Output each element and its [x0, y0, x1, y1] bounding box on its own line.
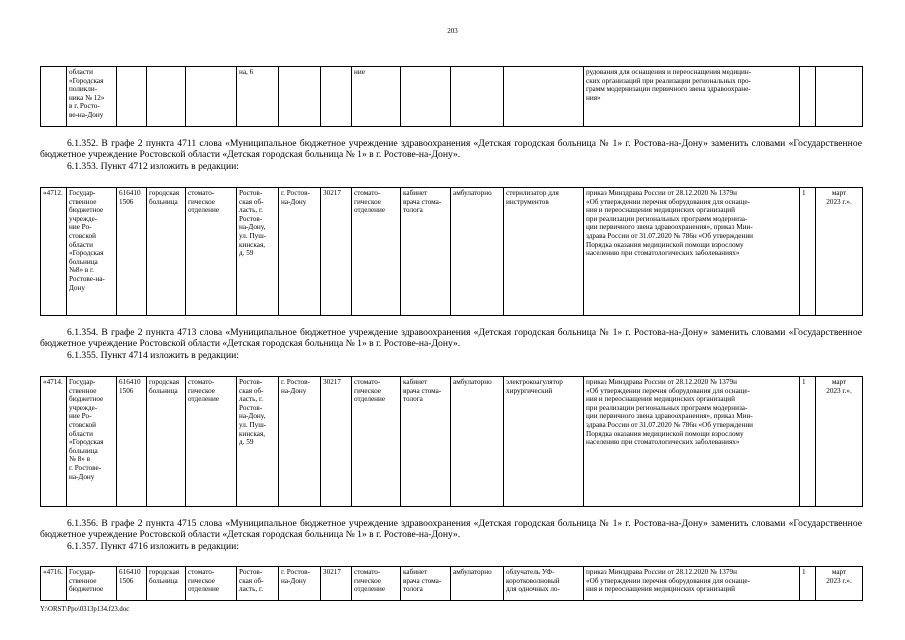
table-cell: кабинет врача стома- толога: [401, 377, 451, 507]
table-cell: стомато- гическое отделение: [352, 377, 401, 507]
table-cell: [117, 67, 147, 127]
table-cell: городская больница: [147, 567, 186, 601]
table-cell: Государ- ственное бюджетное: [67, 567, 117, 601]
table-4714: [40, 376, 863, 507]
table-cell: 616410 1506: [117, 567, 147, 601]
paragraph-6-1-355: 6.1.355. Пункт 4714 изложить в редакции:: [67, 349, 239, 361]
table-cell: [504, 67, 584, 127]
table-cell: 1: [800, 377, 816, 507]
table-cell: приказ Минздрава России от 28.12.2020 № 1379н «Об утверждении перечня оборудования для оснаще- ния и переоснащения медицинских организаций: [584, 567, 800, 601]
table-cell: [321, 67, 352, 127]
table-cell: март 2023 г.».: [816, 377, 863, 507]
paragraph-block-1: [40, 138, 862, 172]
table-cell: [147, 67, 186, 127]
table-cell: приказ Минздрава России от 28.12.2020 № 1379н «Об утверждении перечня оборудования для оснаще- ния и переоснащения медицинских организаций при реализации региональных программ модерниза- ции первичного звена здравоохранения», приказ Мин- здрава России от 31.07.2020 № 786н «Об утверждении Порядка оказания медицинской помощи взрослому населению при стоматологических заболеваниях»: [584, 377, 800, 507]
table-cell: городская больница: [147, 188, 186, 316]
table-row: [41, 188, 863, 316]
table-cell: ние: [352, 67, 401, 127]
table-cell: [279, 67, 321, 127]
table-cell: амбулаторно: [451, 377, 504, 507]
table-cell: «4712.: [41, 188, 67, 316]
table-cell: амбулаторно: [451, 567, 504, 601]
table-row: [41, 67, 863, 127]
table-cell: [401, 67, 451, 127]
paragraph-6-1-352: 6.1.352. В графе 2 пункта 4711 слова «Муниципальное бюджетное учреждение здравоохранения «Детская городская больница № 1» г. Ростова-на-Дону» заменить словами «Государственное бюджетное учреждение Ростовской области «Детская городская больница № 1» в г. Ростове-на-Дону».: [40, 138, 862, 161]
table-cell: 1: [800, 188, 816, 316]
paragraph-6-1-356: 6.1.356. В графе 2 пункта 4715 слова «Муниципальное бюджетное учреждение здравоохранения «Детская городская больница № 1» г. Ростова-на-Дону» заменить словами «Государственное бюджетное учреждение Ростовской области «Детская городская больница № 1» в г. Ростове-на-Дону».: [40, 518, 862, 541]
table-row: [41, 567, 863, 601]
table-4716: [40, 566, 863, 601]
table-cell: рудования для оснащения и переоснащения медицин- ских организаций при реализации региональных про- грамм модернизации первичного звена здравоохране- ния»: [584, 67, 800, 127]
paragraph-6-1-357: 6.1.357. Пункт 4716 изложить в редакции:: [67, 540, 239, 552]
table-cell: г. Ростов- на-Дону: [279, 377, 321, 507]
table-cell: кабинет врача стома- толога: [401, 567, 451, 601]
table-cell: стомато- гическое отделение: [186, 188, 237, 316]
table-cell: 616410 1506: [117, 188, 147, 316]
table-row: [41, 377, 863, 507]
table-cell: март 2023 г.».: [816, 567, 863, 601]
table-cell: «4716.: [41, 567, 67, 601]
table-cell c: март 2023 г.».: [816, 188, 863, 316]
paragraph-6-1-353: 6.1.353. Пункт 4712 изложить в редакции:: [67, 160, 239, 172]
paragraph-6-1-354: 6.1.354. В графе 2 пункта 4713 слова «Муниципальное бюджетное учреждение здравоохранения «Детская городская больница № 1» г. Ростова-на-Дону» заменить словами «Государственное бюджетное учреждение Ростовской области «Детская городская больница № 1» в г. Ростове-на-Дону».: [40, 327, 862, 350]
table-cell: 30217: [321, 188, 352, 316]
page-number: 203: [447, 27, 458, 35]
table-cell: г. Ростов- на-Дону: [279, 188, 321, 316]
table-cell: амбулаторно: [451, 188, 504, 316]
table-cell: стерилизатор для инструментов: [504, 188, 584, 316]
table-cell: [451, 67, 504, 127]
table-cell: Государ- ственное бюджетное учрежде- ние Ро- стовской области «Городская больница №8» в г. Ростове-на- Дону: [67, 188, 117, 316]
table-cell: стомато- гическое отделение: [352, 188, 401, 316]
table-cell: Ростов- ская об- ласть, г. Ростов- на-Дону, ул. Пуш- кинская, д. 59: [237, 377, 279, 507]
table-cell: городская больница: [147, 377, 186, 507]
table-cell: стомато- гическое отделение: [186, 567, 237, 601]
table-cell: стомато- гическое отделение: [352, 567, 401, 601]
table-cell: приказ Минздрава России от 28.12.2020 № 1379н «Об утверждении перечня оборудования для оснаще- ния и переоснащения медицинских организаций при реализации региональных программ модерниза- ции первичного звена здравоохранения», приказ Мин- здрава России от 31.07.2020 № 786н «Об утверждении Порядка оказания медицинской помощи взрослому населению при стоматологических заболеваниях»: [584, 188, 800, 316]
paragraph-block-2: [40, 327, 862, 361]
table-cell: 616410 1506: [117, 377, 147, 507]
table-cell: [186, 67, 237, 127]
paragraph-block-3: [40, 518, 862, 552]
table-cell: на, 6: [237, 67, 279, 127]
table-cell: [41, 67, 67, 127]
table-top: [40, 66, 863, 127]
table-cell: Ростов- ская об- ласть, г. Ростов- на-Дону, ул. Пуш- кинская, д. 59: [237, 188, 279, 316]
table-4712: [40, 187, 863, 316]
table-cell: электрокоагулятор хирургический: [504, 377, 584, 507]
table-cell: 1: [800, 567, 816, 601]
table-cell: г. Ростов- на-Дону: [279, 567, 321, 601]
file-path-footer: Y:\ORST\Ppo\0313p134.f23.doc: [40, 606, 130, 613]
table-cell: кабинет врача стома- толога: [401, 188, 451, 316]
table-cell: «4714.: [41, 377, 67, 507]
table-cell: области «Городская поликли- ника № 12» в г. Росто- ве-на-Дону: [67, 67, 117, 127]
table-cell: стомато- гическое отделение: [186, 377, 237, 507]
table-cell: Ростов- ская об- ласть, г.: [237, 567, 279, 601]
table-cell: облучатель УФ- коротковолновый для одночных ло-: [504, 567, 584, 601]
table-cell: 30217: [321, 567, 352, 601]
table-cell: [816, 67, 863, 127]
table-cell: Государ- ственное бюджетное учрежде- ние Ро- стовской области «Городская больница № 8» в г. Ростове- на-Дону: [67, 377, 117, 507]
table-cell: 30217: [321, 377, 352, 507]
table-cell: [800, 67, 816, 127]
